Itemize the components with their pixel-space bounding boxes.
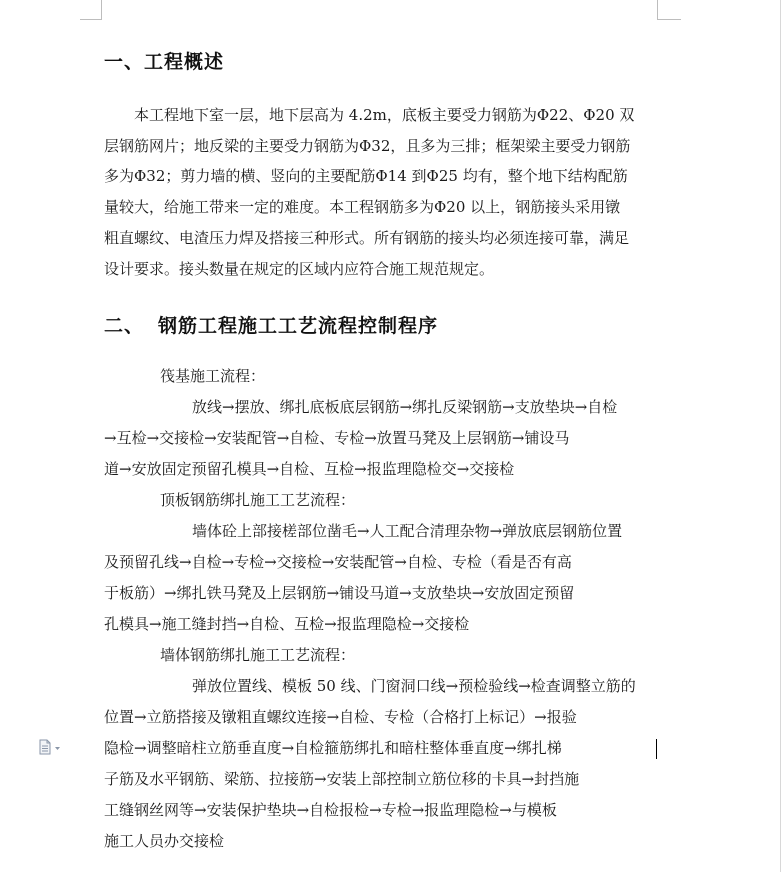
crop-mark-top-right-vertical [657,0,658,20]
raft-flow-line-1: 放线→摆放、绑扎底板底层钢筋→绑扎反梁钢筋→支放垫块→自检 [192,398,618,416]
wall-flow-line-1: 弹放位置线、模板 50 线、门窗洞口线→预检验线→检查调整立筋的 [192,677,636,695]
wall-flow-line-3: 隐检→调整暗柱立筋垂直度→自检箍筋绑扎和暗柱整体垂直度→绑扎梯 [104,739,562,757]
document-icon[interactable] [37,739,63,755]
section-1-line-6: 设计要求。接头数量在规定的区域内应符合施工规范规定。 [104,260,495,278]
section-1-line-3: 多为Φ32；剪力墙的横、竖向的主要配筋Φ14 到Φ25 均有，整个地下结构配筋 [104,167,628,185]
raft-flow-line-2: →互检→交接检→安装配管→自检、专检→放置马凳及上层钢筋→铺设马 [104,429,570,447]
document-icon-glyph [37,739,63,755]
section-1-line-2: 层钢筋网片；地反梁的主要受力钢筋为Φ32，且多为三排；框架梁主要受力钢筋 [104,137,631,155]
section-1-line-5: 粗直螺纹、电渣压力焊及搭接三种形式。所有钢筋的接头均必须连接可靠，满足 [104,229,630,247]
section-1-line-1: 本工程地下室一层，地下层高为 4.2m，底板主要受力钢筋为Φ22、Φ20 双 [134,106,635,124]
crop-mark-top-right-horizontal [657,19,681,20]
crop-mark-top-left-vertical [101,0,102,20]
section-2-heading [104,311,438,338]
wall-flow-line-4: 子筋及水平钢筋、梁筋、拉接筋→安装上部控制立筋位移的卡具→封挡施 [104,770,580,788]
roof-flow-line-4: 孔模具→施工缝封挡→自检、互检→报监理隐检→交接检 [104,615,470,633]
roof-flow-line-1: 墙体砼上部接槎部位凿毛→人工配合清理杂物→弹放底层钢筋位置 [192,522,623,540]
wall-flow-line-2: 位置→立筋搭接及镦粗直螺纹连接→自检、专检（合格打上标记）→报验 [104,708,577,726]
text-cursor [656,739,657,759]
wall-flow-line-5: 工缝钢丝网等→安装保护垫块→自检报检→专检→报监理隐检→与模板 [104,801,557,819]
section-2-heading-number: 二、 [104,315,145,337]
chevron-down-icon [55,747,60,750]
section-2-heading-text: 钢筋工程施工工艺流程控制程序 [158,315,439,337]
section-1-heading: 一、工程概述 [104,51,225,73]
roof-flow-line-2: 及预留孔线→自检→专检→交接检→安装配管→自检、专检（看是否有高 [104,553,572,571]
wall-flow-title: 墙体钢筋绑扎施工工艺流程： [160,646,356,664]
roof-flow-title: 顶板钢筋绑扎施工工艺流程： [160,491,356,509]
raft-flow-line-3: 道→安放固定预留孔模具→自检、互检→报监理隐检交→交接检 [104,460,515,478]
roof-flow-line-3: 于板筋）→绑扎铁马凳及上层钢筋→铺设马道→支放垫块→安放固定预留 [104,584,575,602]
wall-flow-line-6: 施工人员办交接检 [104,832,225,850]
raft-flow-title: 筏基施工流程： [160,367,266,385]
section-1-line-4: 量较大，给施工带来一定的难度。本工程钢筋多为Φ20 以上，钢筋接头采用镦 [104,198,621,216]
crop-mark-top-left-horizontal [80,19,102,20]
